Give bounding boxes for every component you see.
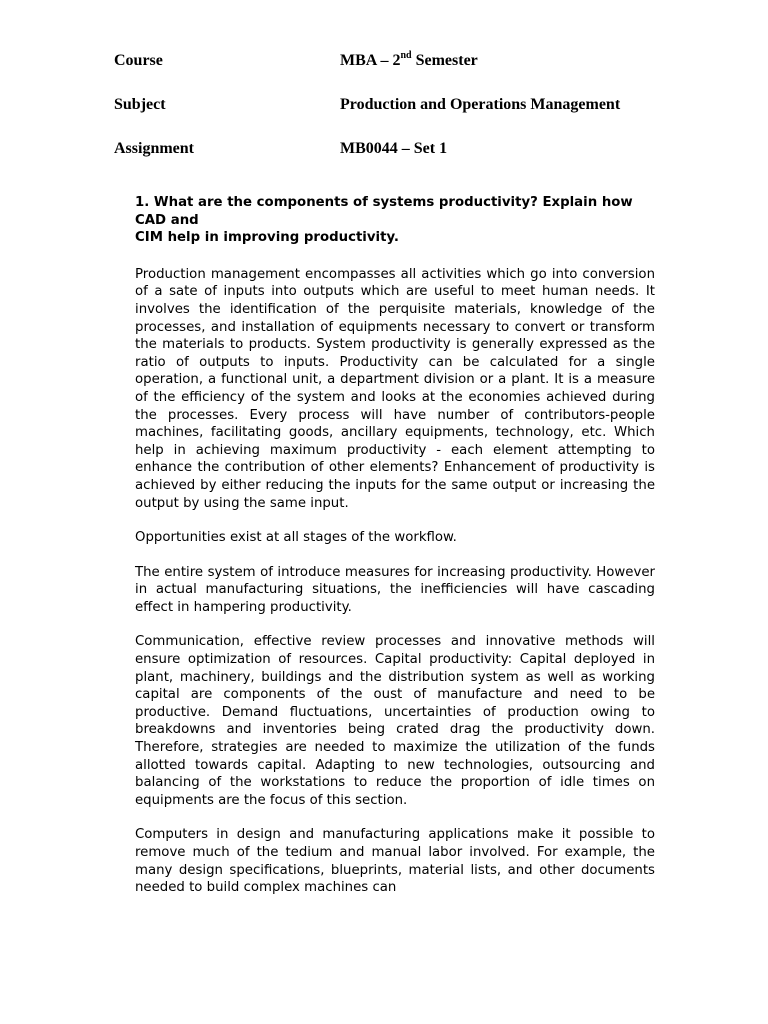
paragraph: The entire system of introduce measures for increasing productivity. However in actual manufacturing situations, the inefficiencies will have cascading effect in hampering productivity. xyxy=(135,564,655,615)
course-label: Course xyxy=(114,52,163,69)
assignment-label: Assignment xyxy=(114,140,195,157)
course-value xyxy=(340,52,478,96)
document-body xyxy=(135,194,655,914)
course-value-suffix: Semester xyxy=(411,52,478,69)
course-value-superscript: nd xyxy=(400,50,412,61)
paragraph: Opportunities exist at all stages of the workflow. xyxy=(135,530,457,546)
header-row-course xyxy=(114,52,620,96)
header-table xyxy=(114,52,620,184)
question-line: CAD and xyxy=(135,212,199,228)
course-value-text: MBA – 2 xyxy=(340,52,401,69)
header-row-assignment xyxy=(114,140,620,184)
header-row-subject xyxy=(114,96,620,140)
subject-value: Production and Operations Management xyxy=(340,96,621,113)
paragraph: Production management encompasses all activities which go into conversion of a sate of inputs into outputs which are useful to meet human needs. It involves the identification of the perquisite materials, knowledge of the processes, and installation of equipments necessary to convert or transform the materials to products. System productivity is generally expressed as the ratio of outputs to inputs. Productivity can be calculated for a single operation, a functional unit, a department division or a plant. It is a measure of the efficiency of the system and looks at the economies achieved during the processes. Every process will have number of contributors-people machines, facilitating goods, ancillary equipments, technology, etc. Which help in achieving maximum productivity - each element attempting to enhance the contribution of other elements? Enhancement of productivity is achieved by either reducing the inputs for the same output or increasing the output by using the same input. xyxy=(135,266,655,511)
paragraph: Computers in design and manufacturing applications make it possible to remove much of the tedium and manual labor involved. For example, the many design specifications, blueprints, material lists, and other documents needed to build complex machines can xyxy=(135,827,655,896)
assignment-value: MB0044 – Set 1 xyxy=(340,140,448,157)
question-line: 1. What are the components of systems productivity? Explain how xyxy=(135,195,633,210)
subject-label: Subject xyxy=(114,96,166,113)
question-heading xyxy=(135,194,655,247)
question-line: CIM help in improving productivity. xyxy=(135,230,399,246)
paragraph: Communication, effective review processes and innovative methods will ensure optimization of resources. Capital productivity: Capital deployed in plant, machinery, buildings and the distribution system as well as working capital are components of the oust of manufacture and need to be productive. Demand fluctuations, uncertainties of production owing to breakdowns and inventories being crated drag the productivity down. Therefore, strategies are needed to maximize the utilization of the funds allotted towards capital. Adapting to new technologies, outsourcing and balancing of the workstations to reduce the proportion of idle times on equipments are the focus of this section. xyxy=(135,634,655,808)
